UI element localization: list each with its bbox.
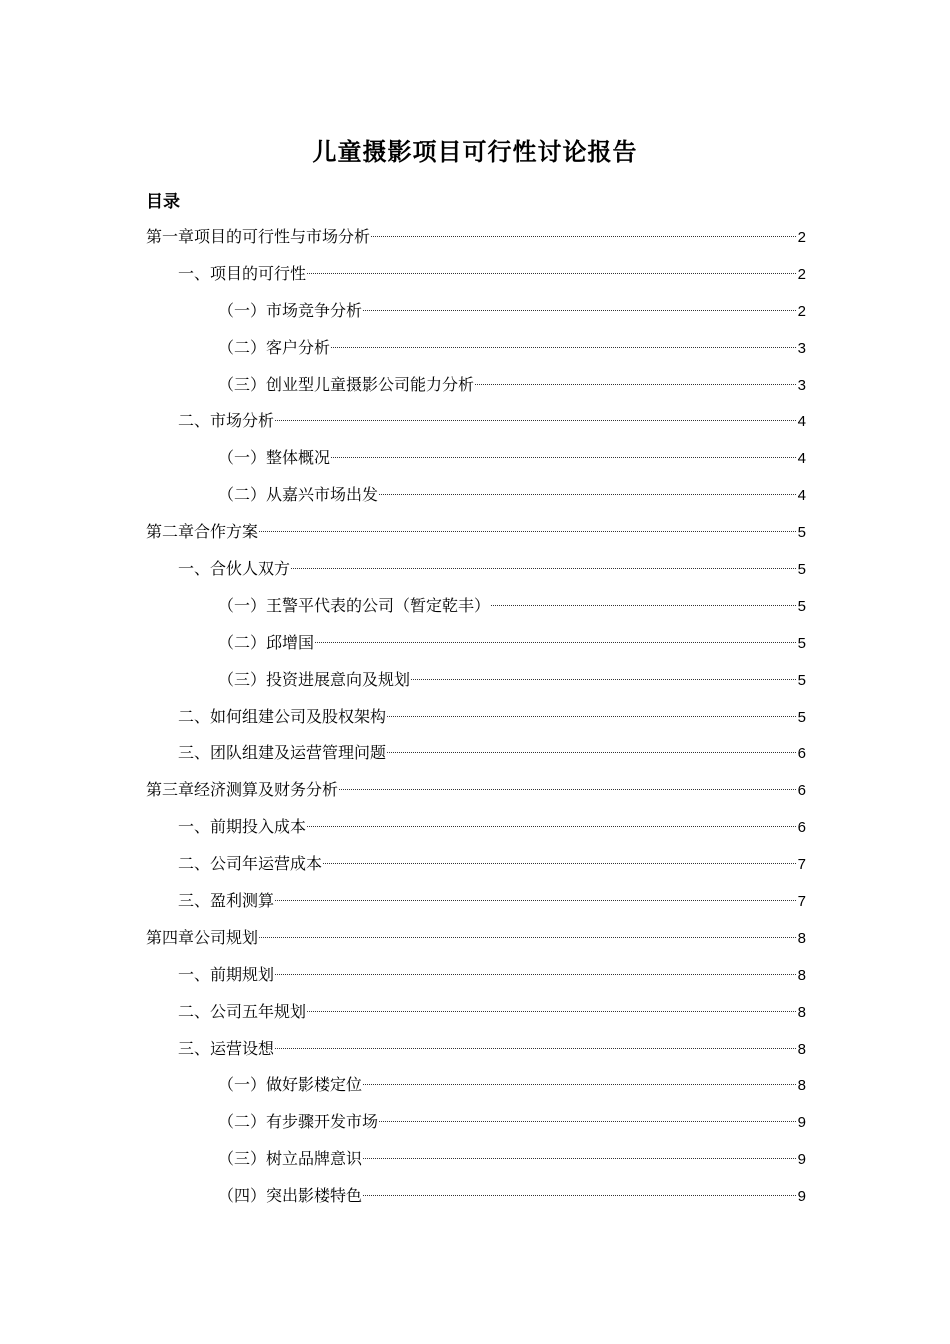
toc-page-number: 2 [797,265,806,283]
toc-page-number: 5 [797,634,806,652]
toc-entry[interactable] [146,551,806,588]
toc-entry-text: 二、如何组建公司及股权架构 [178,706,387,726]
toc-dot-leader [275,974,796,975]
toc-page-number: 8 [797,1077,806,1095]
toc-dot-leader [315,642,796,643]
toc-dot-leader [363,1195,796,1196]
toc-entry-text: 第四章公司规划 [146,927,259,947]
toc-page-number: 7 [797,893,806,911]
toc-entry-text: （二）有步骤开发市场 [218,1112,379,1132]
toc-page-number: 5 [797,524,806,542]
toc-entry-text: 一、项目的可行性 [178,263,307,283]
toc-page-number: 8 [797,1003,806,1021]
toc-dot-leader [363,310,796,311]
toc-entry-text: 三、团队组建及运营管理问题 [178,743,387,763]
toc-page-number: 6 [797,745,806,763]
toc-entry-text: 一、合伙人双方 [178,559,291,579]
toc-dot-leader [259,531,796,532]
toc-heading: 目录 [146,192,180,212]
toc-page-number: 2 [797,302,806,320]
document-title: 儿童摄影项目可行性讨论报告 [312,137,638,166]
toc-entry[interactable] [146,440,806,477]
toc-page-number: 9 [797,1188,806,1206]
toc-entry[interactable] [146,514,806,551]
toc-entry-text: （四）突出影楼特色 [218,1186,363,1206]
toc-entry[interactable] [146,809,806,846]
toc-entry-text: 第一章项目的可行性与市场分析 [146,227,371,246]
toc-entry[interactable] [146,662,806,699]
toc-dot-leader [275,1048,796,1049]
toc-dot-leader [491,605,796,606]
toc-entry[interactable] [146,1141,806,1178]
toc-entry-text: 第三章经济测算及财务分析 [146,780,339,800]
toc-entry[interactable] [146,256,806,293]
toc-entry[interactable] [146,1178,806,1215]
toc-entry-text: （三）投资进展意向及规划 [218,669,411,689]
toc-entry-text: 一、前期规划 [178,964,275,984]
toc-entry-text: （一）王警平代表的公司（暂定乾丰） [218,595,491,615]
toc-dot-leader [307,273,796,274]
toc-entry-text: （三）树立品牌意识 [218,1149,363,1169]
toc-entry-text: （一）做好影楼定位 [218,1075,363,1095]
toc-entry-text: 一、前期投入成本 [178,817,307,837]
toc-entry[interactable] [146,219,806,256]
toc-dot-leader [387,716,796,717]
toc-dot-leader [307,826,796,827]
toc-entry-text: 二、公司五年规划 [178,1001,307,1021]
toc-entry[interactable] [146,477,806,514]
toc-dot-leader [291,568,796,569]
toc-entry-text: （二）从嘉兴市场出发 [218,485,379,505]
toc-entry[interactable] [146,293,806,330]
toc-entry-text: （二）邱增国 [218,632,315,652]
toc-page-number: 8 [797,1040,806,1058]
toc-entry-text: 三、运营设想 [178,1038,275,1058]
toc-entry[interactable] [146,403,806,440]
toc-entry[interactable] [146,625,806,662]
toc-entry[interactable] [146,367,806,404]
toc-page-number: 8 [797,966,806,984]
toc-entry-text: 二、公司年运营成本 [178,854,323,874]
toc-page-number: 5 [797,708,806,726]
toc-dot-leader [275,420,796,421]
toc-entry-text: 二、市场分析 [178,411,275,431]
toc-page-number: 9 [797,1114,806,1132]
toc-entry[interactable] [146,735,806,772]
toc-entry[interactable] [146,772,806,809]
toc-page-number: 5 [797,671,806,689]
toc-dot-leader [411,679,796,680]
toc-page-number: 4 [797,413,806,431]
toc-entry-text: 第二章合作方案 [146,522,259,542]
toc-dot-leader [331,347,796,348]
toc-page-number: 5 [797,597,806,615]
toc-dot-leader [323,863,796,864]
toc-dot-leader [363,1158,796,1159]
toc-page-number: 6 [797,782,806,800]
toc-entry[interactable] [146,699,806,736]
toc-entry-text: （一）整体概况 [218,448,331,468]
toc-dot-leader [475,384,796,385]
toc-dot-leader [259,937,796,938]
toc-page-number: 6 [797,819,806,837]
toc-dot-leader [339,789,796,790]
toc-page-number: 7 [797,856,806,874]
toc-dot-leader [331,457,796,458]
toc-dot-leader [379,494,796,495]
toc-dot-leader [379,1121,796,1122]
toc-entry[interactable] [146,883,806,920]
toc-page-number: 3 [797,376,806,394]
toc-entry[interactable] [146,330,806,367]
toc-entry-text: （一）市场竞争分析 [218,300,363,320]
toc-entry[interactable] [146,588,806,625]
toc-entry-text: 三、盈利测算 [178,891,275,911]
toc-dot-leader [275,900,796,901]
toc-page-number: 9 [797,1151,806,1169]
toc-page-number: 8 [797,929,806,947]
toc-dot-leader [363,1084,796,1085]
toc-entry[interactable] [146,1104,806,1141]
toc-dot-leader [387,752,796,753]
toc-entry-text: （二）客户分析 [218,337,331,357]
toc-page-number: 4 [797,450,806,468]
toc-dot-leader [371,236,796,237]
table-of-contents [146,219,806,1215]
toc-page-number: 5 [797,561,806,579]
toc-entry-text: （三）创业型儿童摄影公司能力分析 [218,374,475,394]
toc-entry[interactable] [146,1031,806,1068]
toc-dot-leader [307,1011,796,1012]
toc-entry[interactable] [146,846,806,883]
toc-entry[interactable] [146,957,806,994]
toc-entry[interactable] [146,920,806,957]
toc-entry[interactable] [146,994,806,1031]
toc-entry[interactable] [146,1067,806,1104]
toc-page-number: 3 [797,339,806,357]
toc-page-number: 2 [797,229,806,246]
toc-page-number: 4 [797,487,806,505]
